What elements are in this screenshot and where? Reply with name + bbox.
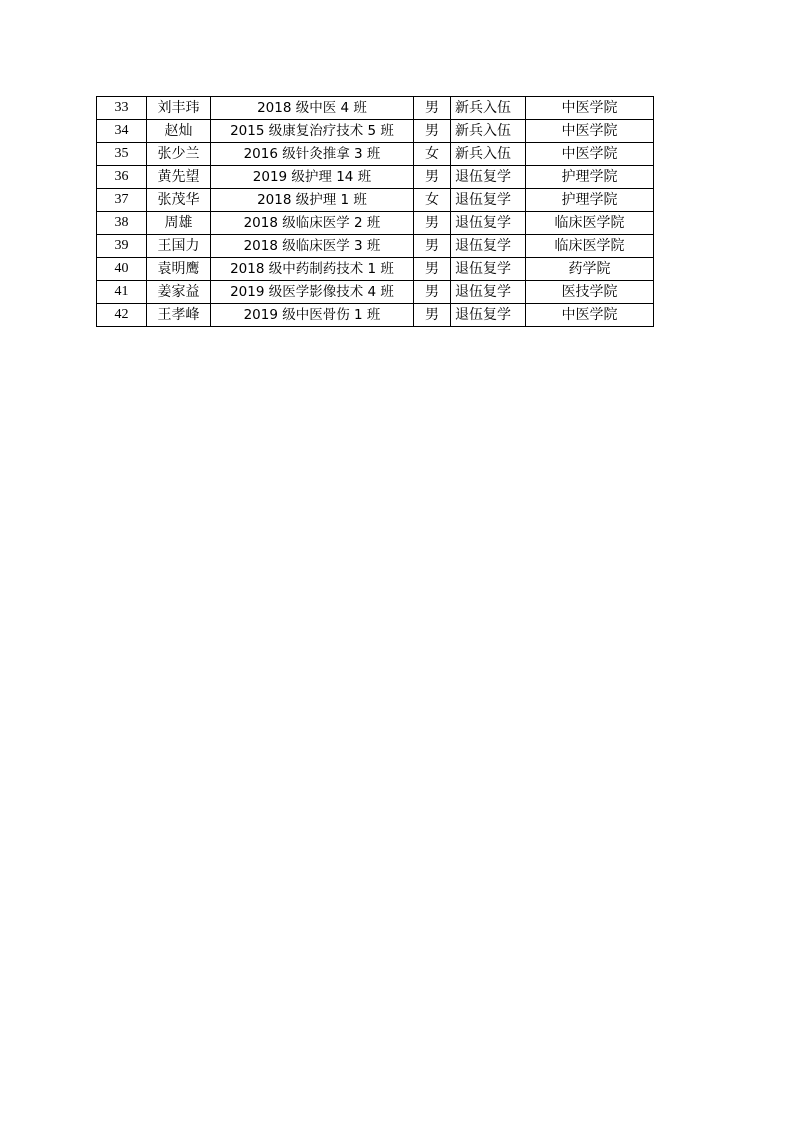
gender: 男 xyxy=(414,120,451,143)
status-type: 退伍复学 xyxy=(451,189,526,212)
college-name: 中医学院 xyxy=(526,120,654,143)
class-name: 2016 级针灸推拿 3 班 xyxy=(211,143,414,166)
college-name: 临床医学院 xyxy=(526,235,654,258)
table-row xyxy=(97,281,654,304)
student-name: 王孝峰 xyxy=(147,304,211,327)
document-page xyxy=(96,96,653,327)
status-type: 退伍复学 xyxy=(451,235,526,258)
gender: 男 xyxy=(414,212,451,235)
class-name: 2018 级临床医学 2 班 xyxy=(211,212,414,235)
student-table-body xyxy=(97,97,654,327)
college-name: 中医学院 xyxy=(526,97,654,120)
table-row xyxy=(97,166,654,189)
status-type: 新兵入伍 xyxy=(451,120,526,143)
status-type: 退伍复学 xyxy=(451,258,526,281)
student-name: 周雄 xyxy=(147,212,211,235)
college-name: 药学院 xyxy=(526,258,654,281)
row-number: 38 xyxy=(97,212,147,235)
status-type: 新兵入伍 xyxy=(451,143,526,166)
class-name: 2018 级中药制药技术 1 班 xyxy=(211,258,414,281)
row-number: 36 xyxy=(97,166,147,189)
student-name: 张茂华 xyxy=(147,189,211,212)
college-name: 中医学院 xyxy=(526,143,654,166)
college-name: 医技学院 xyxy=(526,281,654,304)
table-row xyxy=(97,304,654,327)
gender: 男 xyxy=(414,281,451,304)
student-name: 张少兰 xyxy=(147,143,211,166)
row-number: 40 xyxy=(97,258,147,281)
college-name: 护理学院 xyxy=(526,166,654,189)
status-type: 新兵入伍 xyxy=(451,97,526,120)
student-name: 赵灿 xyxy=(147,120,211,143)
row-number: 37 xyxy=(97,189,147,212)
table-row xyxy=(97,258,654,281)
row-number: 42 xyxy=(97,304,147,327)
table-row xyxy=(97,212,654,235)
row-number: 39 xyxy=(97,235,147,258)
student-name: 刘丰玮 xyxy=(147,97,211,120)
status-type: 退伍复学 xyxy=(451,281,526,304)
gender: 男 xyxy=(414,235,451,258)
student-name: 袁明鹰 xyxy=(147,258,211,281)
student-table xyxy=(96,96,654,327)
row-number: 41 xyxy=(97,281,147,304)
student-name: 黄先望 xyxy=(147,166,211,189)
table-row xyxy=(97,120,654,143)
status-type: 退伍复学 xyxy=(451,166,526,189)
gender: 男 xyxy=(414,97,451,120)
college-name: 临床医学院 xyxy=(526,212,654,235)
status-type: 退伍复学 xyxy=(451,212,526,235)
row-number: 34 xyxy=(97,120,147,143)
college-name: 护理学院 xyxy=(526,189,654,212)
table-row xyxy=(97,97,654,120)
gender: 男 xyxy=(414,258,451,281)
row-number: 35 xyxy=(97,143,147,166)
gender: 男 xyxy=(414,166,451,189)
class-name: 2015 级康复治疗技术 5 班 xyxy=(211,120,414,143)
status-type: 退伍复学 xyxy=(451,304,526,327)
class-name: 2019 级医学影像技术 4 班 xyxy=(211,281,414,304)
row-number: 33 xyxy=(97,97,147,120)
table-row xyxy=(97,143,654,166)
gender: 男 xyxy=(414,304,451,327)
class-name: 2019 级护理 14 班 xyxy=(211,166,414,189)
gender: 女 xyxy=(414,189,451,212)
class-name: 2018 级中医 4 班 xyxy=(211,97,414,120)
table-row xyxy=(97,189,654,212)
student-name: 姜家益 xyxy=(147,281,211,304)
college-name: 中医学院 xyxy=(526,304,654,327)
student-name: 王国力 xyxy=(147,235,211,258)
class-name: 2019 级中医骨伤 1 班 xyxy=(211,304,414,327)
gender: 女 xyxy=(414,143,451,166)
table-row xyxy=(97,235,654,258)
class-name: 2018 级护理 1 班 xyxy=(211,189,414,212)
class-name: 2018 级临床医学 3 班 xyxy=(211,235,414,258)
